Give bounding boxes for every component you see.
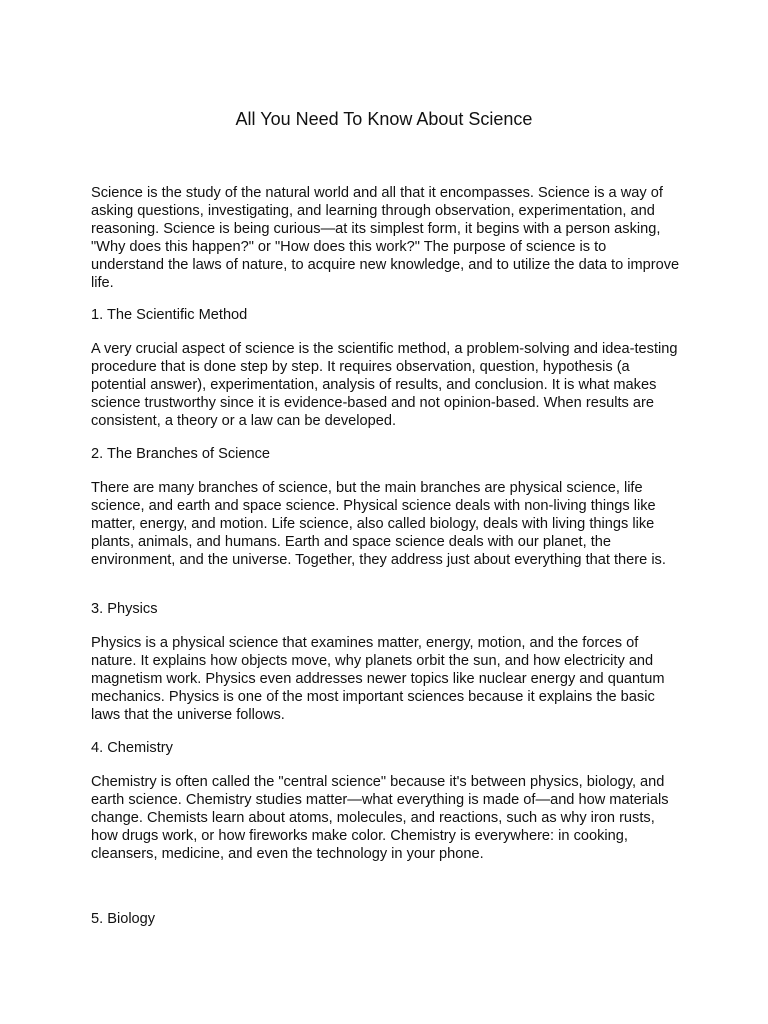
section-body-branches: There are many branches of science, but the main branches are physical science, life science, and earth and space science. Physical science deals with non-living things like matter, energy, and motion. Life science, also called biology, deals with living things like plants, animals, and humans. Earth and space science deals with our planet, the environment, and the universe. Together, they address just about everything that there is. [91, 480, 666, 568]
section-body-chemistry: Chemistry is often called the "central science" because it's between physics, biology, and earth science. Chemistry studies matter—what everything is made of—and how materials change. Chemists learn about atoms, molecules, and reactions, such as why iron rusts, how drugs work, or how fireworks make color. Chemistry is everywhere: in cooking, cleansers, medicine, and even the technology in your phone. [91, 774, 669, 862]
section-body-physics: Physics is a physical science that examines matter, energy, motion, and the forces of nature. It explains how objects move, why planets orbit the sun, and how electricity and magnetism work. Physics even addresses newer topics like nuclear energy and quantum mechanics. Physics is one of the most important sciences because it explains the basic laws that the universe follows. [91, 635, 665, 723]
section-heading-physics: 3. Physics [91, 601, 158, 617]
section-heading-chemistry: 4. Chemistry [91, 740, 173, 756]
intro-paragraph: Science is the study of the natural world and all that it encompasses. Science is a way of asking questions, investigating, and learning through observation, experimentation, and reasoning. Science is being curious—at its simplest form, it begins with a person asking, "Why does this happen?" or "How does this work?" The purpose of science is to understand the laws of nature, to acquire new knowledge, and to utilize the data to improve life. [91, 185, 680, 291]
section-body-scientific-method: A very crucial aspect of science is the scientific method, a problem-solving and idea-testing procedure that is done step by step. It requires observation, question, hypothesis (a potential answer), experimentation, analysis of results, and conclusion. It is what makes science trustworthy since it is evidence-based and not opinion-based. When results are consistent, a theory or a law can be developed. [91, 341, 678, 429]
page-title: All You Need To Know About Science [235, 109, 533, 129]
section-heading-branches: 2. The Branches of Science [91, 446, 271, 462]
section-heading-biology: 5. Biology [91, 911, 156, 927]
section-heading-scientific-method: 1. The Scientific Method [91, 307, 248, 323]
